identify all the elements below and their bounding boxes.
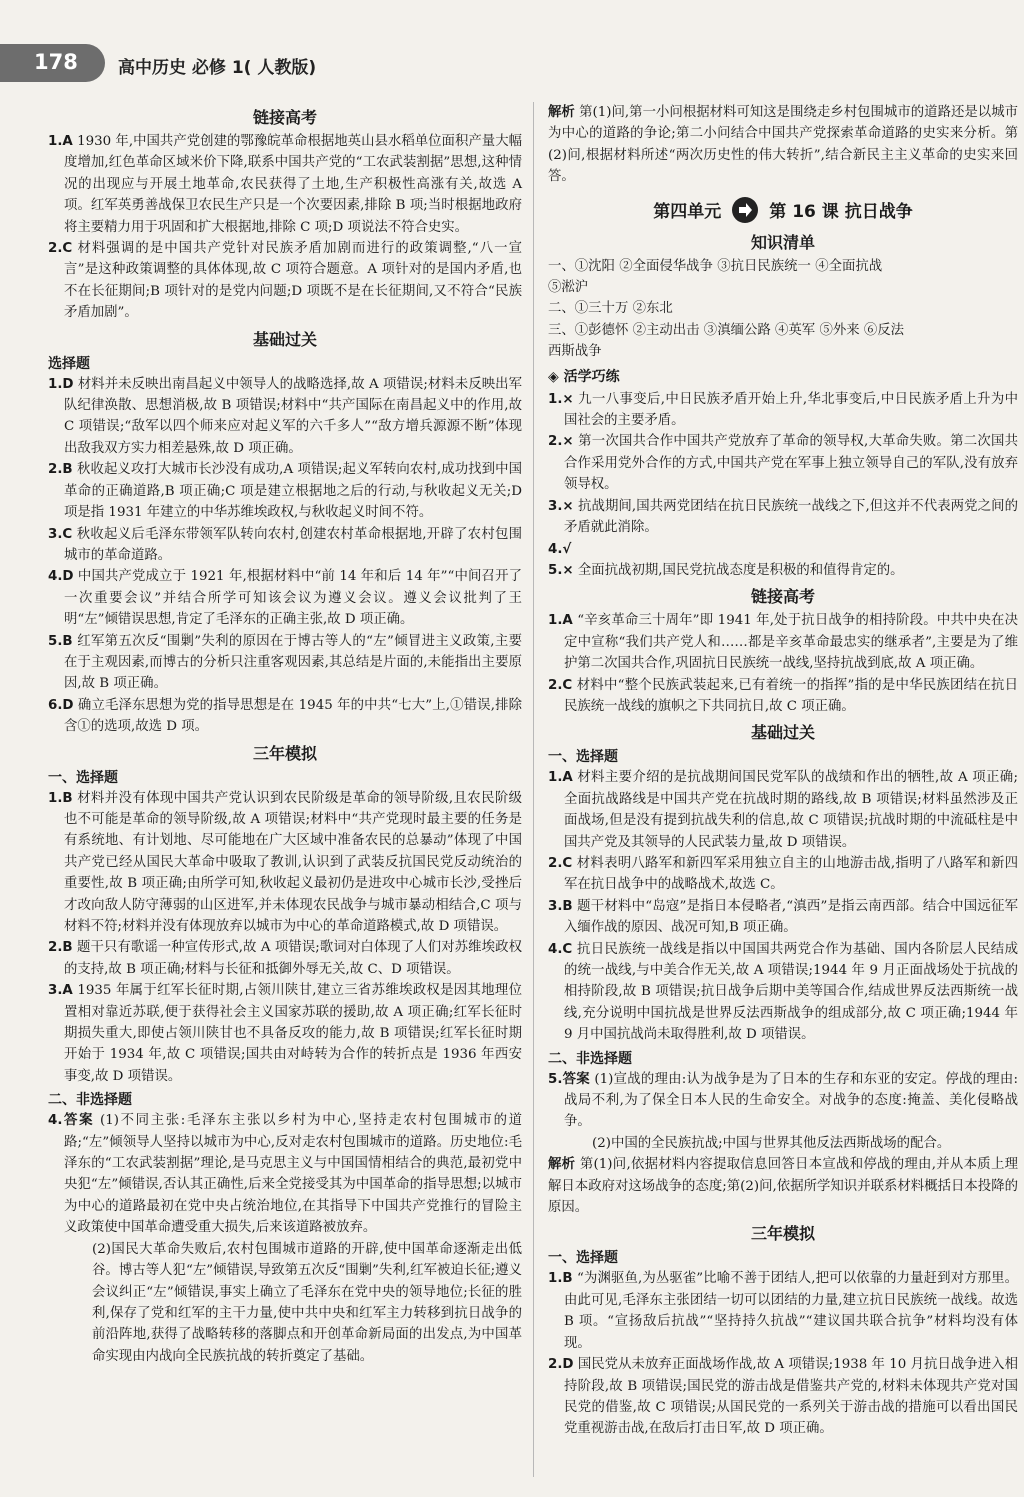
item-number: 1.B <box>548 1271 573 1287</box>
item-text: 抗战期间,国共两党团结在抗日民族统一战线之下,但这并不代表两党之间的矛盾就此消除。 <box>564 498 1018 536</box>
answer-item <box>548 853 1018 896</box>
answer-item <box>48 131 522 238</box>
practice-list <box>548 389 1018 582</box>
answer-paragraph: (2)国民大革命失败后,农村包围城市道路的开辟,使中国革命逐渐走出低谷。博古等人犯“左”倾错误,导致第五次反“围剿”失利,红军被迫长征;遵义会议纠正“左”倾错误,事实上确立了毛泽东在党中央的领导地位;长征的胜利,保存了党和红军的主干力量,使中共中央和红军主力转移到抗日战争的前沿阵地,获得了战略转移的落脚点和开创革命新局面的出发点,为中国革命实现由内战向全民族抗战的转折奠定了基础。 <box>92 1241 522 1364</box>
answer-paragraph <box>48 1110 522 1238</box>
answer-item <box>548 539 1018 560</box>
item-text: 红军第五次反“围剿”失利的原因在于博古等人的“左”倾冒进主义政策,主要在于主观因素,而博古的分析只注重客观因素,其总结是片面的,未能指出主要原因,故 B 项正确。 <box>64 633 522 692</box>
item-text: 材料中“整个民族武装起来,已有着统一的指挥”指的是中华民族团结在抗日民族统一战线的旗帜之下共同抗日,故 C 项正确。 <box>564 677 1018 714</box>
page-number: 178 <box>34 50 78 74</box>
item-text: 1935 年属于红军长征时期,占领川陕甘,建立三省苏维埃政权是因其地理位置相对靠近苏联,便于获得社会主义国家苏联的援助,故 A 项正确;红军长征时期损失重大,即使占领川陕甘也不具备反攻的能力,故 B 项错误;红军长征时期开始于 1934 年,故 C 项错误;国共由对峙转为合作的转折点是 1936 年西安事变,故 D 项错误。 <box>64 983 522 1084</box>
answer-item <box>48 631 522 695</box>
section-title: 三年模拟 <box>252 743 317 763</box>
section-title: 基础过关 <box>252 329 317 349</box>
item-number: 3.C <box>48 526 73 542</box>
item-text: 全面抗战初期,国民党抗战态度是积极的和值得肯定的。 <box>577 562 904 578</box>
answer-item <box>48 238 522 324</box>
item-text: 抗日民族统一战线是指以中国国共两党合作为基础、国内各阶层人民结成的统一战线,与中美合作无关,故 A 项错误;1944 年 9 月正面战场处于抗战的相持阶段,故 B 项错误;抗日战争后期中美等国合作,结成世界反法西斯统一战线,充分说明中国抗战是世界反法西斯战争的组成部分,故 C 项正确;1944 年 9 月中国抗战尚未取得胜利,故 D 项错误。 <box>564 941 1018 1043</box>
item-text: 秋收起义后毛泽东带领军队转向农村,创建农村革命根据地,开辟了农村包围城市的革命道路。 <box>64 526 522 563</box>
answer-item <box>548 1268 1018 1354</box>
item-number: 5.× <box>548 562 574 578</box>
item-number: 4.√ <box>548 541 572 557</box>
subsection-title: 二、非选择题 <box>48 1092 132 1109</box>
answer-item <box>48 937 522 980</box>
subsection-title: 一、选择题 <box>48 769 118 786</box>
item-text: 材料并未反映出南昌起义中领导人的战略选择,故 A 项错误;材料未反映出军队纪律涣散、思想消极,故 B 项错误;材料中“共产国际在南昌起义中的作用,故 C 项错误;“敌军以四个师来应对起义军的六千多人”“敌方增兵源源不断”体现出敌我双方实力相差悬殊,故 D 项正确。 <box>64 376 522 456</box>
item-text: 国民党从未放弃正面战场作战,故 A 项错误;1938 年 10 月抗日战争进入相持阶段,故 B 项错误;国民党的游击战是借鉴共产党的,材料未体现共产党对国民党的借鉴,故 C 项错误;从国民党的一系列关于游击战的措施可以看出国民党重视游击战,在敌后打击日军,故 D 项正确。 <box>564 1357 1018 1437</box>
item-number: 2.C <box>548 855 573 871</box>
subsection-title: 一、选择题 <box>548 1250 618 1267</box>
item-number: 5.B <box>48 633 73 649</box>
answer-item <box>48 980 522 1087</box>
subsection-title: 选择题 <box>48 355 90 372</box>
item-text: 秋收起义攻打大城市长沙没有成功,A 项错误;起义军转向农村,成功找到中国革命的正确道路,B 项正确;C 项是建立根据地之后的行动,与秋收起义无关;D 项是指 1931 年建立的中华苏维埃政权,与秋收起义时间不符。 <box>64 462 522 521</box>
answer-item <box>48 695 522 738</box>
answer-item <box>548 496 1018 539</box>
item-text: 题干材料中“岛寇”是指日本侵略者,“滇西”是指云南西部。结合中国远征军入缅作战的原因、战况可知,B 项正确。 <box>564 898 1019 936</box>
item-number: 2.D <box>548 1357 574 1373</box>
analysis-label: 解析 <box>548 105 575 120</box>
section-title: 知识清单 <box>750 232 815 252</box>
item-text: 材料强调的是中国共产党针对民族矛盾加剧而进行的政策调整,“八一宣言”是这种政策调整的具体体现,故 C 项符合题意。A 项针对的是国内矛盾,也不在长征期间;B 项针对的是党内问题;D 项既不是在长征期间,又不符合“民族矛盾加剧”。 <box>64 241 522 321</box>
answer-item <box>548 389 1018 432</box>
s1-list <box>48 131 522 324</box>
item-number: 1.B <box>48 790 73 806</box>
knowledge-line: 西斯战争 <box>548 344 602 360</box>
item-number: 4.C <box>548 941 573 957</box>
mock-list <box>548 1268 1018 1439</box>
exam-list <box>548 610 1018 717</box>
answer-paragraph <box>548 1069 1018 1133</box>
lesson-title: 第 16 课 抗日战争 <box>769 202 913 223</box>
answer-paragraph: (2)中国的全民族抗战;中国与世界其他反法西斯战场的配合。 <box>592 1135 951 1151</box>
item-number: 1.× <box>548 391 574 407</box>
item-text: 1930 年,中国共产党创建的鄂豫皖革命根据地英山县水稻单位面积产量大幅度增加,红色革命区域米价下降,联系中国共产党的“工农武装割据”思想,这种情况的出现应与开展土地革命,农民获得了土地,生产积极性高涨有关,故选 A 项。红军英勇善战保卫农民生产只是一个次要因素,排除 B 项;当时根据地政府将主要精力用于巩固和扩大根据地,排除 C 项;D 项说法不符合史实。 <box>64 134 522 235</box>
answer-item <box>48 524 522 567</box>
item-number: 4.D <box>48 569 74 585</box>
unit-label: 第四单元 <box>653 202 722 223</box>
item-number: 1.D <box>48 376 74 392</box>
answer-text: (1)宣战的理由:认为战争是为了日本的生存和东亚的安定。停战的理由:战局不利,为了保全日本人民的生命安全。对战争的态度:掩盖、美化侵略战争。 <box>564 1071 1018 1130</box>
item-text: 中国共产党成立于 1921 年,根据材料中“前 14 年和后 14 年”“中间召开了一次重要会议”并结合所学可知该会议为遵义会议。遵义会议批判了王明“左”倾错误思想,肯定了毛泽东的正确主张,故 D 项正确。 <box>64 569 522 628</box>
item-number: 1.A <box>548 613 573 629</box>
s2-list <box>48 374 522 738</box>
practice-title: ◈ 活学巧练 <box>548 368 620 385</box>
subsection-title: 一、选择题 <box>548 749 618 766</box>
section-title: 链接高考 <box>252 108 317 127</box>
item-text: “为渊驱鱼,为丛驱雀”比喻不善于团结人,把可以依靠的力量赶到对方那里。由此可见,毛泽东主张团结一切可以团结的力量,建立抗日民族统一战线。故选 B 项。“宣扬敌后抗战”“坚持持久抗战”“建议国共联合抗争”材料均没有体现。 <box>564 1271 1018 1351</box>
lesson-heading <box>548 196 1018 224</box>
answer-item <box>548 675 1018 718</box>
item-number: 2.B <box>48 462 73 478</box>
item-number: 3.× <box>548 498 574 514</box>
item-text: 第一次国共合作中国共产党放弃了革命的领导权,大革命失败。第二次国共合作采用党外合作的方式,中国共产党在军事上独立领导自己的军队,没有放弃领导权。 <box>564 434 1018 493</box>
page-header <box>0 44 420 82</box>
item-number: 3.B <box>548 898 573 914</box>
section-title: 三年模拟 <box>750 1224 815 1244</box>
item-text: 材料主要介绍的是抗战期间国民党军队的战绩和作出的牺牲,故 A 项正确;全面抗战路线是中国共产党在抗战时期的路线,故 B 项错误;材料虽然涉及正面战场,但是没有提到抗战失利的信息,故 C 项错误;抗战时期的中流砥柱是中国共产党及其领导的人民武装力量,故 D 项错误。 <box>564 770 1018 850</box>
item-number: 3.A <box>48 983 73 999</box>
s3-list <box>48 788 522 1088</box>
answer-item <box>548 767 1018 853</box>
item-number: 2.× <box>548 434 574 450</box>
item-number: 2.C <box>548 677 573 693</box>
knowledge-line: 一、①沈阳 ②全面侵华战争 ③抗日民族统一 ④全面抗战 <box>548 258 883 274</box>
analysis-label: 解析 <box>548 1157 576 1173</box>
analysis-text: 第(1)问,第一小问根据材料可知这是围绕走乡村包围城市的道路还是以城市为中心的道路的争论;第二小问结合中国共产党探索革命道路的史实来分析。第(2)问,根据材料所述“两次历史性的伟大转折”,结合新民主主义革命的史实来回答。 <box>548 105 1018 185</box>
item-text: 九一八事变后,中日民族矛盾开始上升,华北事变后,中日民族矛盾上升为中国社会的主要矛盾。 <box>564 391 1018 429</box>
item-number: 5.答案 <box>548 1071 590 1087</box>
item-number: 1.A <box>48 134 73 149</box>
answer-item <box>48 374 522 460</box>
answer-item <box>548 1354 1018 1440</box>
answer-item <box>48 788 522 938</box>
answer-item <box>548 610 1018 674</box>
answer-item <box>548 431 1018 495</box>
answer-item <box>48 566 522 630</box>
arrow-right-icon <box>731 196 759 224</box>
book-title: 高中历史 必修 1( 人教版) <box>118 58 317 78</box>
column-divider <box>533 102 534 1477</box>
right-column <box>548 102 1018 1440</box>
item-text: 材料表明八路军和新四军采用独立自主的山地游击战,指明了八路军和新四军在抗日战争中的战略战术,故选 C。 <box>564 855 1018 893</box>
subsection-title: 二、非选择题 <box>548 1050 632 1067</box>
analysis-text: 第(1)问,依据材料内容提取信息回答日本宣战和停战的理由,并从本质上理解日本政府对这场战争的态度;第(2)问,依据所学知识并联系材料概括日本投降的原因。 <box>548 1157 1019 1216</box>
item-number: 6.D <box>48 697 74 713</box>
item-text: 确立毛泽东思想为党的指导思想是在 1945 年的中共“七大”上,①错误,排除含①的选项,故选 D 项。 <box>64 697 522 735</box>
item-number: 1.A <box>548 770 573 786</box>
answer-item <box>548 939 1018 1046</box>
left-column <box>48 102 522 1367</box>
item-number: 4.答案 <box>48 1113 95 1129</box>
section-title: 基础过关 <box>750 723 815 743</box>
item-number: 2.C <box>48 241 73 257</box>
item-number: 2.B <box>48 940 73 956</box>
analysis-paragraph <box>548 102 1018 188</box>
answer-item <box>48 459 522 523</box>
basic-list <box>548 767 1018 1045</box>
knowledge-line: ⑤淞沪 <box>548 280 589 296</box>
answer-item <box>548 560 1018 581</box>
knowledge-line: 三、①彭德怀 ②主动出击 ③滇缅公路 ④英军 ⑤外来 ⑥反法 <box>548 322 905 338</box>
item-text: 题干只有歌谣一种宣传形式,故 A 项错误;歌词对白体现了人们对苏维埃政权的支持,故 B 项正确;材料与长征和抵御外辱无关,故 C、D 项错误。 <box>64 940 522 977</box>
answer-item <box>548 896 1018 939</box>
item-text: “辛亥革命三十周年”即 1941 年,处于抗日战争的相持阶段。中共中央在决定中宣称“我们共产党人和……都是辛亥革命最忠实的继承者”,主要是为了维护第二次国共合作,巩固抗日民族统一战线,坚持抗战到底,故 A 项正确。 <box>564 613 1018 672</box>
knowledge-line: 二、①三十万 ②东北 <box>548 301 673 317</box>
section-title: 链接高考 <box>750 587 815 607</box>
answer-text: (1)不同主张:毛泽东主张以乡村为中心,坚持走农村包围城市的道路;“左”倾领导人坚持以城市为中心,反对走农村包围城市的道路。历史地位:毛泽东的“工农武装割据”理论,是马克思主义与中国国情相结合的典范,最初党中央犯“左”倾错误,否认其正确性,后来全党接受其为中国革命的指导思想;以城市为中心的道路最初在党中央占统治地位,在其指导下中国共产党推行的冒险主义政策使中国革命遭受重大损失,后来该道路被放弃。 <box>64 1113 522 1236</box>
item-text: 材料并没有体现中国共产党认识到农民阶级是革命的领导阶级,且农民阶级也不可能是革命的领导阶级,故 A 项错误;材料中“共产党现时最主要的任务是有系统地、有计划地、尽可能地在广大区域中准备农民的总暴动”体现了中国共产党已经从国民大革命中吸取了教训,认识到了武装反抗国民党反动统治的重要性,故 B 项正确;由所学可知,秋收起义最初仍是进攻中心城市长沙,受挫后才改向敌人防守薄弱的山区进军,并未体现农民战争与城市暴动相结合,C 项与材料不符;材料并没有体现放弃以城市为中心的革命道路模式,故 D 项错误。 <box>64 790 522 934</box>
analysis-paragraph <box>548 1154 1018 1218</box>
